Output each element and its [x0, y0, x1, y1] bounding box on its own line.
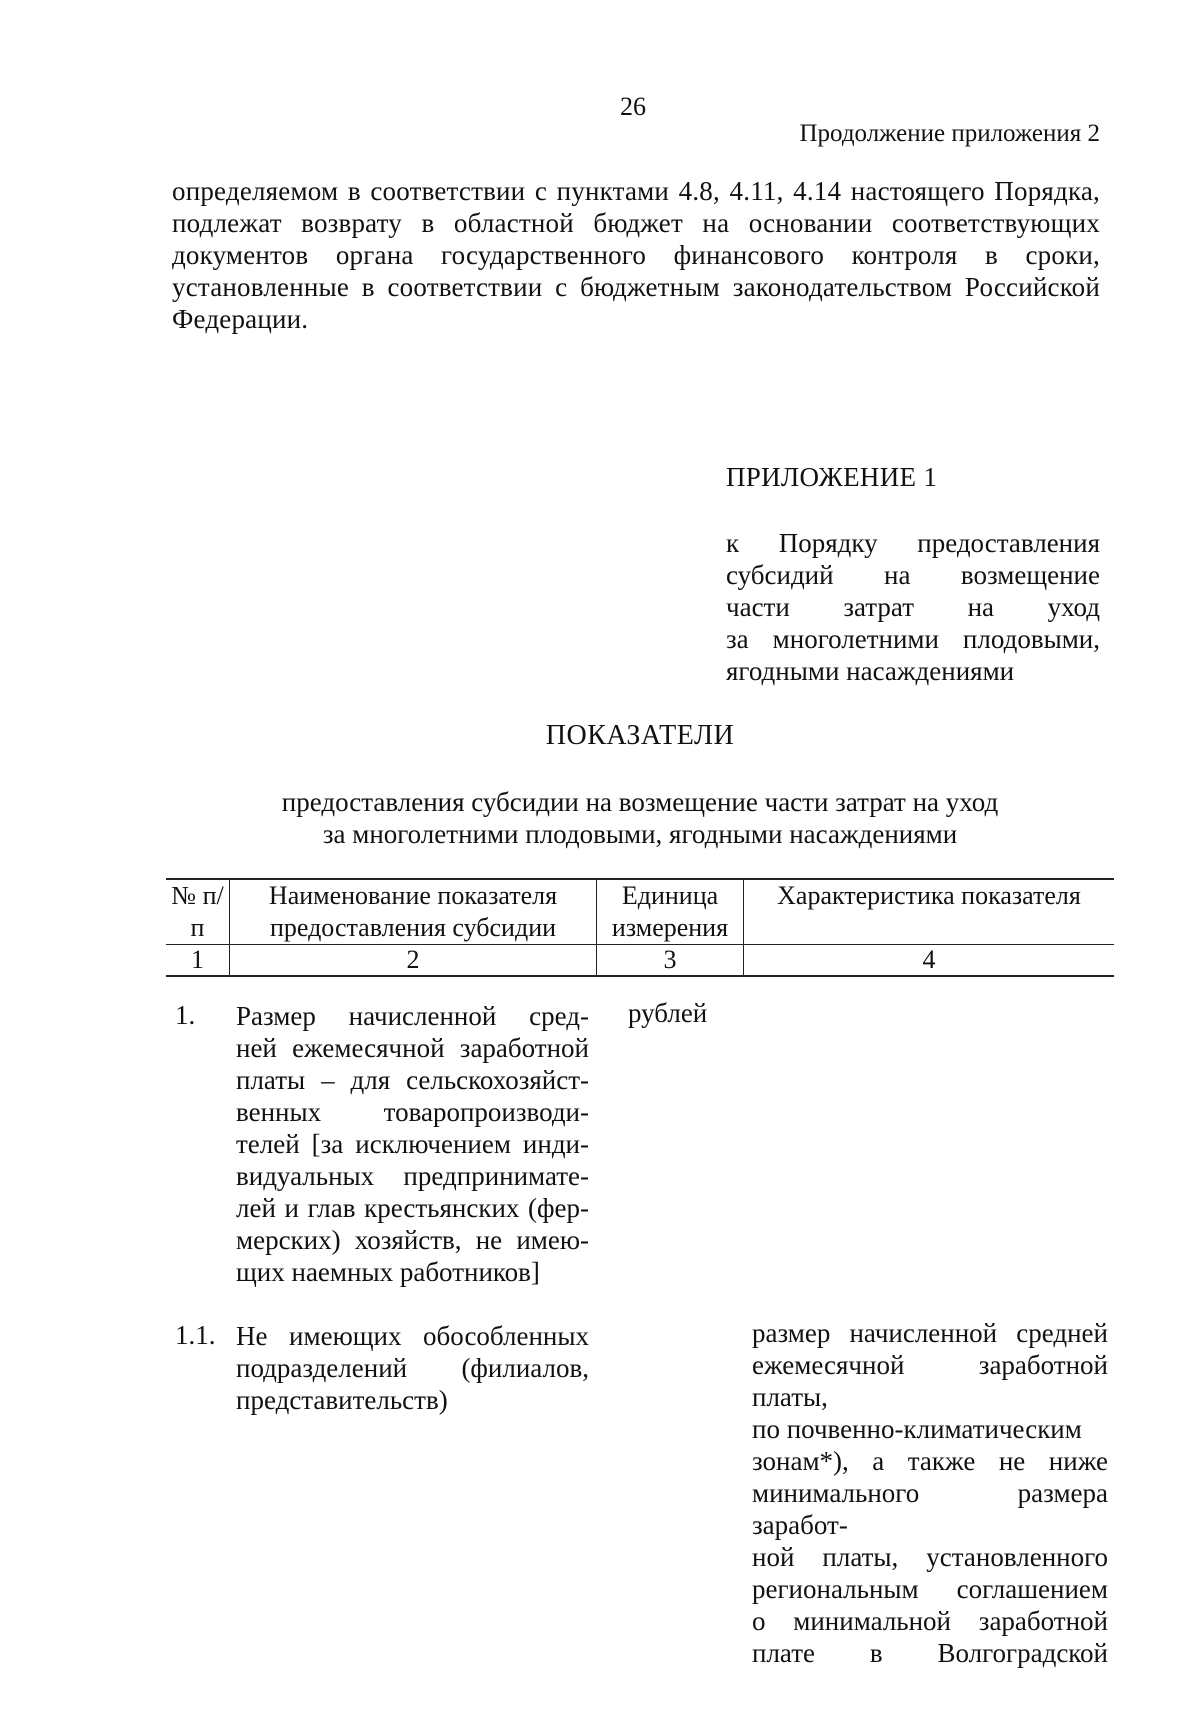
row-unit: рублей [628, 998, 708, 1028]
header-characteristic: Характеристика показателя [744, 879, 1115, 945]
row-characteristic-line: размер начисленной средней [752, 1318, 1108, 1348]
indicators-table-header [166, 878, 1114, 977]
row-name-line: ней ежемесячной заработной [236, 1033, 589, 1063]
row-name-line: лей и глав крестьянских (фер- [236, 1193, 589, 1223]
row-characteristic-line: о минимальной заработной [752, 1606, 1108, 1636]
row-name-line: Не имеющих обособленных [236, 1321, 589, 1351]
row-characteristic-line: минимального размера заработ- [752, 1478, 1108, 1540]
column-number: 2 [230, 945, 597, 977]
row-name-line: мерских) хозяйств, не имею- [236, 1225, 589, 1255]
indicators-subtitle-line: за многолетними плодовыми, ягодными насаждениями [322, 819, 958, 849]
column-number: 1 [166, 945, 230, 977]
indicators-subtitle-line: предоставления субсидии на возмещение части затрат на уход [281, 787, 999, 817]
row-characteristic-line: зонам*), а также не ниже [752, 1446, 1108, 1476]
body-paragraph: определяемом в соответствии с пунктами 4.8, 4.11, 4.14 настоящего Порядка, подлежат возврату в областной бюджет на основании соответствующих документов органа государственного финансового контроля в сроки, установленные в соответствии с бюджетным законодательством Российской Федерации. [172, 176, 1100, 334]
appendix-subtitle [726, 527, 1100, 687]
row-characteristic-line: ной платы, установленного [752, 1542, 1108, 1572]
indicators-title: ПОКАЗАТЕЛИ [545, 720, 735, 751]
row-name-line: телей [за исключением инди- [236, 1129, 589, 1159]
row-characteristic [752, 1317, 1108, 1669]
appendix-title: ПРИЛОЖЕНИЕ 1 [726, 462, 938, 492]
row-name-line: щих наемных работников] [236, 1257, 540, 1287]
indicators-subtitle [240, 786, 1040, 850]
row-name-line: представительств) [236, 1385, 448, 1415]
row-name-line: подразделений (филиалов, [236, 1353, 589, 1383]
appendix-subtitle-line: части затрат на уход [726, 592, 1100, 622]
row-number: 1. [175, 1000, 196, 1030]
row-name-line: платы – для сельскохозяйст- [236, 1065, 589, 1095]
header-num: № п/п [166, 879, 230, 945]
row-characteristic-line: ежемесячной заработной платы, [752, 1350, 1108, 1412]
column-number: 4 [744, 945, 1115, 977]
appendix-subtitle-line: субсидий на возмещение [726, 560, 1100, 590]
header-name: Наименование показателя предоставления субсидии [230, 879, 597, 945]
row-characteristic-line: плате в Волгоградской [752, 1638, 1108, 1668]
appendix-subtitle-line: к Порядку предоставления [726, 528, 1100, 558]
row-name [236, 1000, 589, 1288]
row-characteristic-line: по почвенно-климатическим [752, 1414, 1082, 1444]
appendix-subtitle-line: за многолетними плодовыми, [726, 624, 1100, 654]
header-unit: Единица измерения [597, 879, 744, 945]
row-name-line: венных товаропроизводи- [236, 1097, 589, 1127]
row-characteristic-line: региональным соглашением [752, 1574, 1108, 1604]
continuation-label: Продолжение приложения 2 [799, 120, 1100, 147]
row-name-line: видуальных предпринимате- [236, 1161, 589, 1191]
appendix-subtitle-line: ягодными насаждениями [726, 656, 1015, 686]
row-name [236, 1320, 589, 1416]
column-number: 3 [597, 945, 744, 977]
row-number: 1.1. [175, 1320, 216, 1350]
row-name-line: Размер начисленной сред- [236, 1001, 589, 1031]
page-number: 26 [620, 92, 646, 121]
